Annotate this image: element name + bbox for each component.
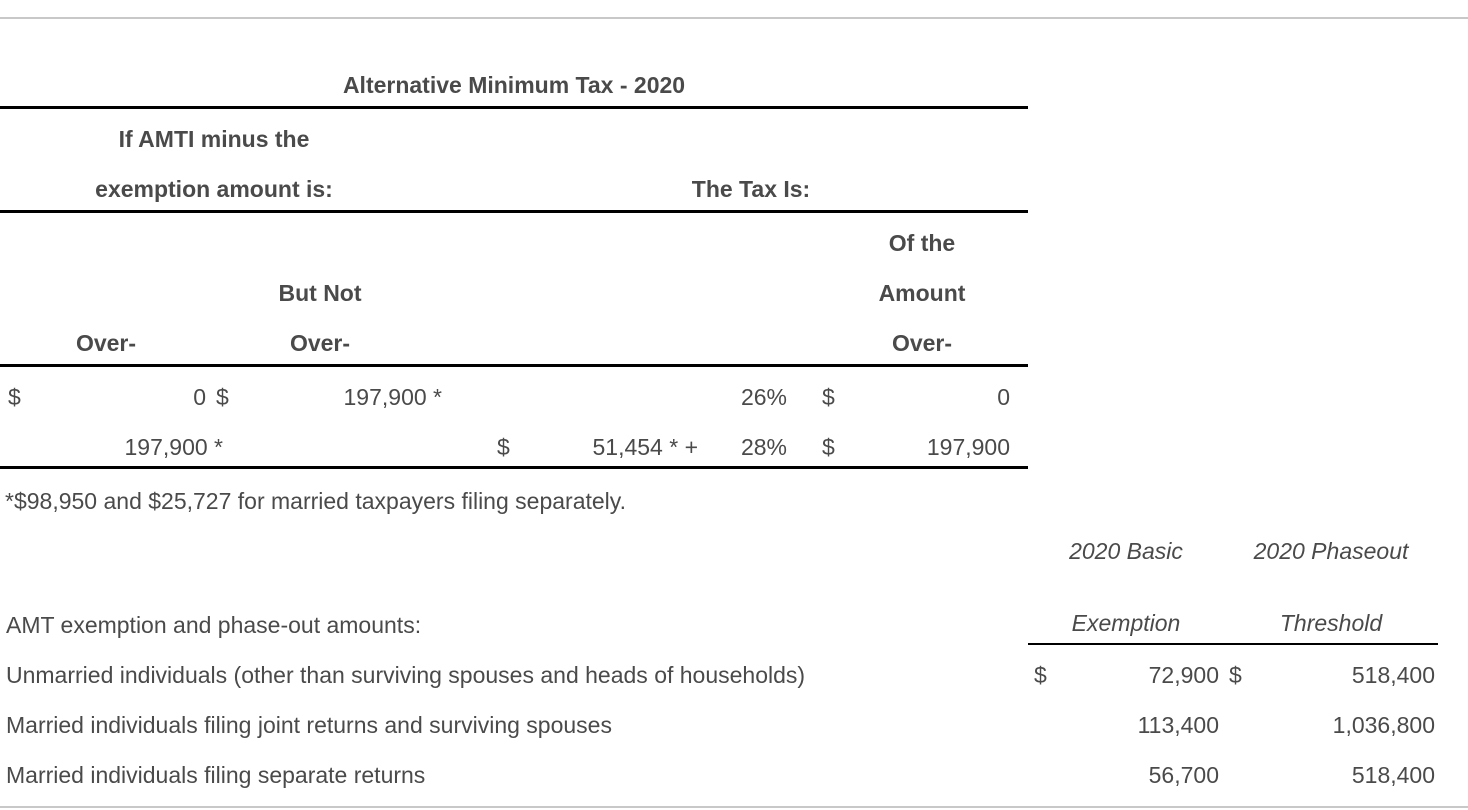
col-basic-line2: Exemption — [1071, 610, 1181, 636]
col-not-over: Over- — [289, 330, 351, 356]
footnote: *$98,950 and $25,727 for married taxpayers filing separately. — [5, 488, 626, 514]
exemption-value: 72,900 — [1148, 662, 1219, 688]
over-value: 197,900 * — [124, 434, 223, 460]
row-label: Married individuals filing separate returns — [6, 762, 426, 788]
threshold-value: 518,400 — [1351, 662, 1435, 688]
threshold-value: 1,036,800 — [1332, 712, 1435, 738]
exemption-header-rule — [1028, 643, 1438, 645]
header-right: The Tax Is: — [691, 176, 811, 202]
dollar-sign: $ — [1034, 662, 1047, 688]
header-left-line1: If AMTI minus the — [118, 126, 310, 152]
base-tax-value: 51,454 * + — [592, 434, 698, 460]
bottom-divider — [0, 806, 1468, 808]
exemption-value: 56,700 — [1148, 762, 1219, 788]
of-amount-over-value: 0 — [997, 384, 1010, 410]
rate-value: 26% — [740, 384, 787, 410]
col-amount-over: Over- — [891, 330, 953, 356]
col-amount: Amount — [878, 280, 966, 306]
top-divider — [0, 17, 1468, 19]
dollar-sign: $ — [822, 384, 835, 410]
row-label: Unmarried individuals (other than surviving spouses and heads of households) — [6, 662, 806, 688]
col-over: Over- — [75, 330, 137, 356]
column-header-rule — [0, 364, 1028, 367]
over-value: 0 — [193, 384, 206, 410]
dollar-sign: $ — [497, 434, 510, 460]
but-not-over-value: 197,900 * — [343, 384, 442, 410]
table-bottom-rule — [0, 466, 1028, 469]
header-rule — [0, 210, 1028, 213]
col-of-the: Of the — [888, 230, 956, 256]
dollar-sign: $ — [822, 434, 835, 460]
col-but-not: But Not — [278, 280, 362, 306]
rate-value: 28% — [740, 434, 787, 460]
row-label: Married individuals filing joint returns and surviving spouses — [6, 712, 612, 738]
header-left-line2: exemption amount is: — [95, 176, 333, 202]
dollar-sign: $ — [216, 384, 229, 410]
threshold-value: 518,400 — [1351, 762, 1435, 788]
exemption-heading: AMT exemption and phase-out amounts: — [6, 612, 422, 638]
dollar-sign: $ — [1229, 662, 1242, 688]
of-amount-over-value: 197,900 — [926, 434, 1010, 460]
dollar-sign: $ — [8, 384, 21, 410]
title-rule — [0, 106, 1028, 109]
col-basic-line1: 2020 Basic — [1069, 538, 1183, 564]
col-phaseout-line2: Threshold — [1279, 610, 1383, 636]
exemption-value: 113,400 — [1137, 712, 1219, 738]
col-phaseout-line1: 2020 Phaseout — [1253, 538, 1409, 564]
amt-table-title: Alternative Minimum Tax - 2020 — [342, 72, 686, 98]
